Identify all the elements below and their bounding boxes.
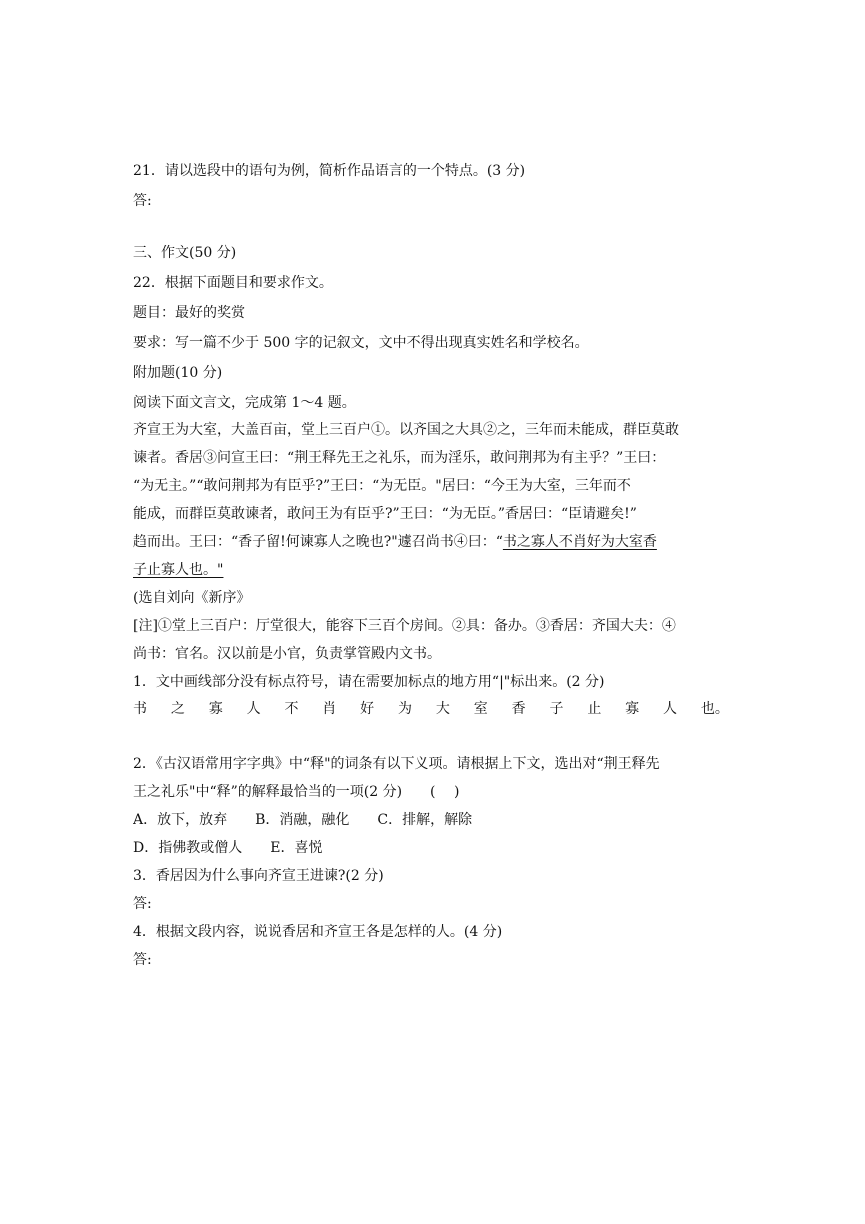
annotation-notes	[133, 612, 737, 668]
question-4: 4．根据文段内容，说说香居和齐宣王各是怎样的人。(4 分)	[133, 924, 503, 940]
note-line: [注]①堂上三百户：厅堂很大，能容下三百个房间。②具：备办。③香居：齐国大夫：④	[133, 618, 676, 634]
question-21: 21．请以选段中的语句为例，简析作品语言的一个特点。(3 分)	[133, 163, 526, 179]
sentence-char: 肖	[322, 701, 337, 717]
passage-line: 谏者。香居③问宣王曰：“荆王释先王之礼乐，而为淫乐，敢问荆邦为有主乎？”王曰：	[133, 450, 666, 466]
passage-text: 趋而出。王曰：“香子留!何谏寡人之晚也?"遽召尚书④曰：“	[133, 534, 503, 550]
question-2-options: D．指佛教或僧人 E．喜悦	[133, 840, 323, 856]
passage-line: “为无主。”“敢问荆邦为有臣乎?”王曰：“为无臣。"居曰：“今王为大室，三年而不	[133, 478, 631, 494]
sentence-char: 人	[246, 701, 261, 717]
composition-title: 题目：最好的奖赏	[133, 305, 245, 321]
question-2-options: A．放下，放弃 B．消融，融化 C．排解，解除	[133, 812, 473, 828]
section-heading-composition: 三、作文(50 分)	[133, 245, 237, 261]
composition-requirement: 要求：写一篇不少于 500 字的记叙文，文中不得出现真实姓名和学校名。	[133, 335, 589, 351]
question-22: 22．根据下面题目和要求作文。	[133, 275, 333, 291]
question-2-line-2: 王之礼乐"中“释”的解释最恰当的一项(2 分) ( )	[133, 784, 460, 800]
underlined-passage: 子止寡人也。"	[133, 562, 224, 578]
answer-label-21: 答:	[133, 193, 152, 209]
underlined-passage: 书之寡人不肖好为大室香	[502, 534, 657, 550]
sentence-char: 书	[133, 701, 147, 717]
passage-line	[133, 528, 737, 556]
sentence-char: 止	[587, 701, 602, 717]
passage-line: 齐宣王为大室，大盖百亩，堂上三百户①。以齐国之大具②之，三年而未能成，群臣莫敢	[133, 422, 679, 438]
sentence-char: 好	[360, 701, 375, 717]
passage-source: (选自刘向《新序》	[133, 590, 251, 606]
note-line: 尚书：官名。汉以前是小官，负责掌管殿内文书。	[133, 646, 441, 662]
classical-passage	[133, 416, 737, 584]
question-3: 3．香居因为什么事向齐宣王进谏?(2 分)	[133, 868, 384, 884]
passage-line: 能成，而群臣莫敢谏者，敢问王为有臣乎?”王曰：“为无臣。”香居曰：“臣请避矣!”	[133, 506, 637, 522]
passage-line	[133, 556, 737, 584]
question-2-line-1: 2．《古汉语常用字字典》中“释"的词条有以下义项。请根据上下文，选出对“荆王释先	[133, 756, 660, 772]
sentence-char: 大	[435, 701, 450, 717]
unpunctuated-sentence	[133, 696, 729, 722]
sentence-char: 也。	[700, 701, 729, 717]
sentence-char: 为	[398, 701, 413, 717]
answer-label-4: 答:	[133, 952, 152, 968]
answer-label-3: 答:	[133, 896, 152, 912]
sentence-char: 人	[663, 701, 678, 717]
sentence-char: 香	[511, 701, 526, 717]
sentence-char: 之	[170, 701, 185, 717]
bonus-instruction: 阅读下面文言文，完成第 1～4 题。	[133, 395, 356, 411]
sentence-char: 不	[284, 701, 299, 717]
sentence-char: 子	[549, 701, 564, 717]
bonus-heading: 附加题(10 分)	[133, 365, 223, 381]
sentence-char: 寡	[625, 701, 640, 717]
sentence-char: 寡	[208, 701, 223, 717]
document-page	[133, 160, 737, 974]
question-1: 1．文中画线部分没有标点符号，请在需要加标点的地方用“|"标出来。(2 分)	[133, 674, 605, 690]
sentence-char: 室	[473, 701, 488, 717]
